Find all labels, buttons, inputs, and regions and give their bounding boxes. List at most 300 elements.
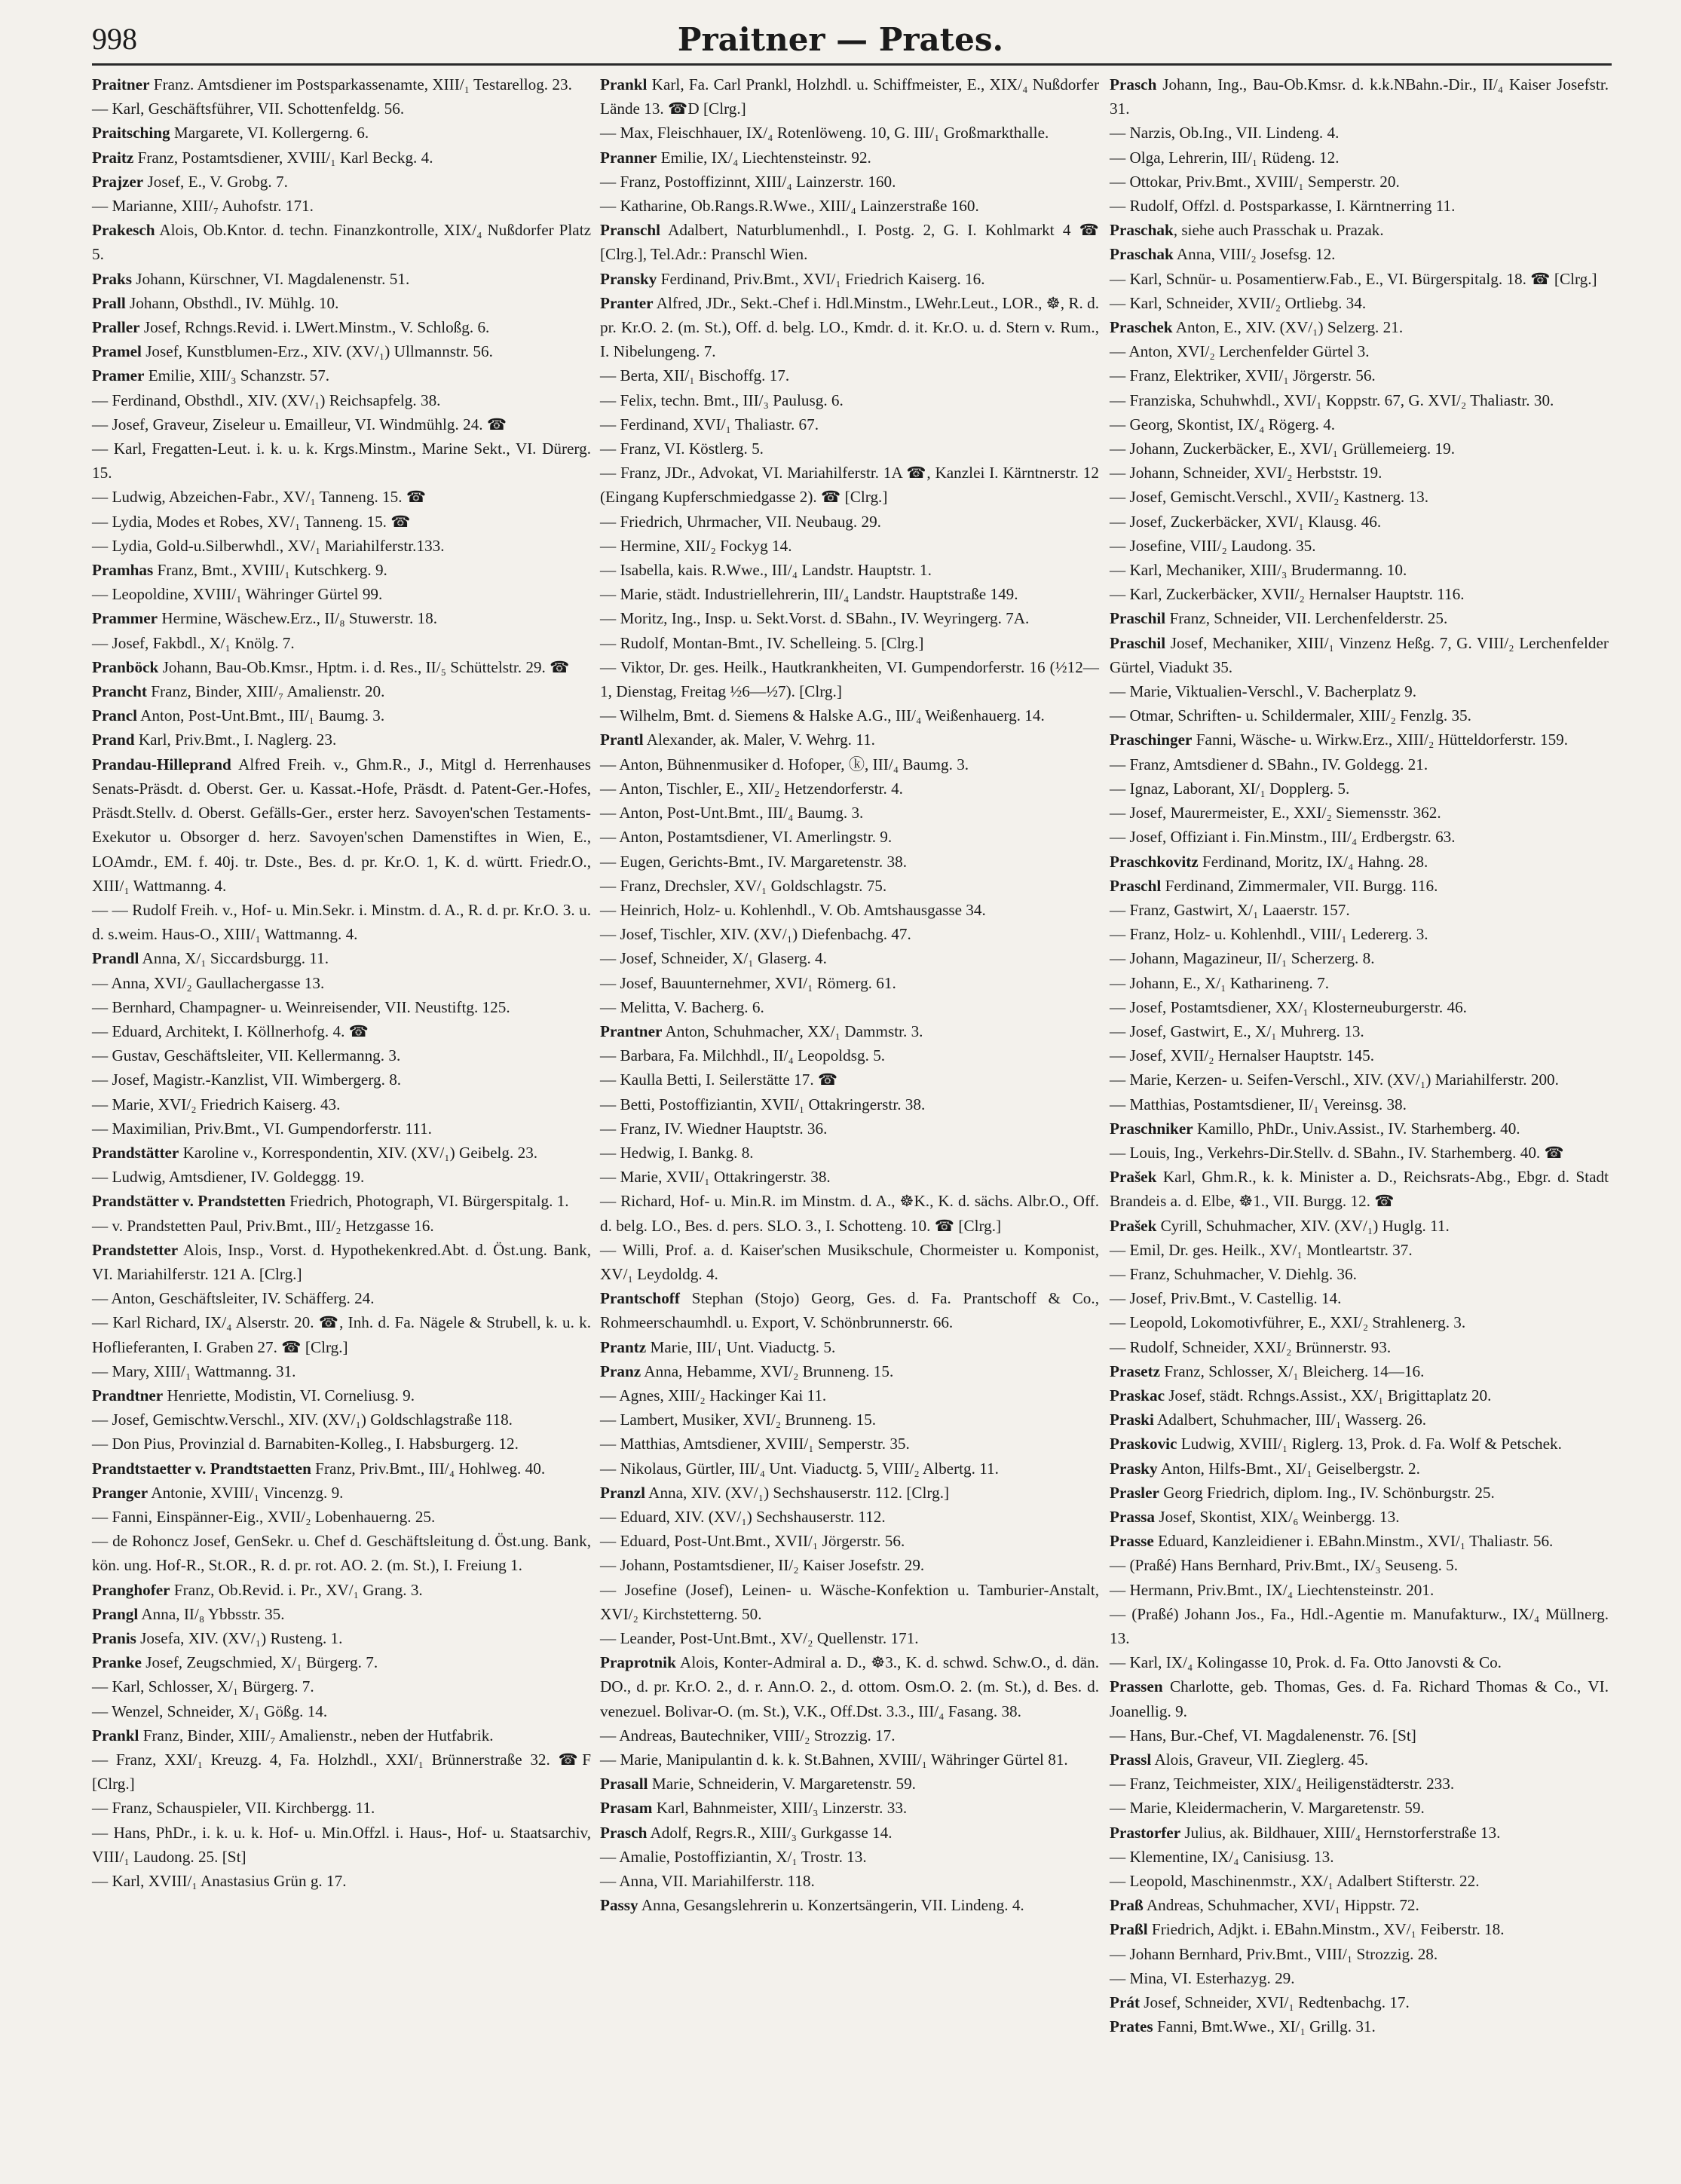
entry-surname: Praprotnik bbox=[600, 1653, 676, 1672]
entry-surname: Prassl bbox=[1110, 1751, 1152, 1769]
entry-details: — Don Pius, Provinzial d. Barnabiten-Kolleg., I. Habsburgerg. 12. bbox=[92, 1435, 519, 1453]
entry-details: — Otmar, Schriften- u. Schildermaler, XIII/₂ Fenzlg. 35. bbox=[1110, 706, 1471, 725]
entry-details: — Hermann, Priv.Bmt., IX/₄ Liechtensteinstr. 201. bbox=[1110, 1580, 1435, 1599]
entry-surname: Praitner bbox=[92, 75, 150, 93]
entry-details: — Marie, XVII/₁ Ottakringerstr. 38. bbox=[600, 1168, 831, 1187]
entry-details: — Josef, Gastwirt, E., X/₁ Muhrerg. 13. bbox=[1110, 1022, 1364, 1040]
directory-entry bbox=[92, 1481, 591, 1505]
entry-surname: Prandstätter bbox=[92, 1143, 179, 1162]
entry-details: Georg Friedrich, diplom. Ing., IV. Schönburgstr. 25. bbox=[1159, 1483, 1495, 1502]
entry-details: Franz, Ob.Revid. i. Pr., XV/₁ Grang. 3. bbox=[170, 1580, 423, 1599]
directory-entry bbox=[600, 1748, 1099, 1772]
entry-surname: Pranter bbox=[600, 293, 654, 312]
directory-entry bbox=[600, 1650, 1099, 1723]
entry-details: — Klementine, IX/₄ Canisiusg. 13. bbox=[1110, 1847, 1334, 1866]
entry-details: — Leopoldine, XVIII/₁ Währinger Gürtel 99. bbox=[92, 585, 383, 604]
entry-details: Ferdinand, Priv.Bmt., XVI/₁ Friedrich Kaiserg. 16. bbox=[657, 269, 985, 288]
entry-details: — Matthias, Amtsdiener, XVIII/₁ Semperstr. 35. bbox=[600, 1435, 910, 1453]
entry-surname: Pranke bbox=[92, 1653, 142, 1672]
entry-surname: Pranz bbox=[600, 1362, 641, 1380]
entry-details: — Johann, Postamtsdiener, II/₂ Kaiser Josefstr. 29. bbox=[600, 1556, 925, 1575]
entry-details: Johann, Obsthdl., IV. Mühlg. 10. bbox=[125, 293, 339, 312]
directory-entry bbox=[92, 315, 591, 339]
directory-entry bbox=[92, 1796, 591, 1820]
entry-details: — Eduard, Post-Unt.Bmt., XVII/₁ Jörgerstr. 56. bbox=[600, 1532, 905, 1551]
directory-entry bbox=[92, 121, 591, 145]
directory-entry bbox=[1110, 703, 1609, 727]
entry-details: — Franz, Amtsdiener d. SBahn., IV. Goldegg. 21. bbox=[1110, 755, 1428, 773]
column-2 bbox=[600, 72, 1099, 1917]
entry-surname: Prašek bbox=[1110, 1216, 1157, 1235]
entry-details: — Betti, Postoffiziantin, XVII/₁ Ottakringerstr. 38. bbox=[600, 1095, 926, 1113]
directory-entry bbox=[92, 1529, 591, 1577]
entry-details: — Franz, Gastwirt, X/₁ Laaerstr. 157. bbox=[1110, 900, 1350, 919]
directory-entry bbox=[1110, 874, 1609, 898]
directory-entry bbox=[600, 995, 1099, 1019]
entry-details: Ludwig, XVIII/₁ Riglerg. 13, Prok. d. Fa. Wolf & Petschek. bbox=[1177, 1435, 1562, 1453]
entry-details: Johann, Kürschner, VI. Magdalenenstr. 51. bbox=[131, 269, 410, 288]
entry-details: Ferdinand, Zimmermaler, VII. Burgg. 116. bbox=[1161, 876, 1438, 895]
directory-entry bbox=[1110, 1457, 1609, 1481]
entry-surname: Prangl bbox=[92, 1604, 139, 1623]
entry-details: Cyrill, Schuhmacher, XIV. (XV/₁) Huglg. 11. bbox=[1156, 1216, 1450, 1235]
directory-entry bbox=[600, 510, 1099, 534]
entry-details: — Johann, Schneider, XVI/₂ Herbststr. 19. bbox=[1110, 464, 1382, 482]
directory-entry bbox=[92, 558, 591, 582]
entry-details: — Eduard, XIV. (XV/₁) Sechshauserstr. 112. bbox=[600, 1507, 886, 1526]
directory-entry bbox=[92, 1019, 591, 1043]
entry-details: — Josef, Graveur, Ziseleur u. Emailleur, VI. Windmühlg. 24. ☎ bbox=[92, 415, 507, 433]
directory-entry bbox=[600, 1238, 1099, 1286]
directory-entry bbox=[1110, 1578, 1609, 1602]
directory-entry bbox=[600, 1189, 1099, 1237]
entry-details: Ferdinand, Moritz, IX/₄ Hahng. 28. bbox=[1198, 852, 1428, 871]
entry-details: — Marie, Manipulantin d. k. k. St.Bahnen, XVIII/₁ Währinger Gürtel 81. bbox=[600, 1751, 1068, 1769]
entry-details: — Marie, Kleidermacherin, V. Margaretenstr. 59. bbox=[1110, 1799, 1425, 1818]
directory-entry bbox=[92, 631, 591, 655]
entry-details: — Franz, XXI/₁ Kreuzg. 4, Fa. Holzhdl., XXI/₁ Brünnerstraße 32. ☎F [Clrg.] bbox=[92, 1751, 591, 1793]
directory-entry bbox=[92, 1238, 591, 1286]
directory-entry bbox=[600, 145, 1099, 170]
entry-details: — Josef, Postamtsdiener, XX/₁ Klosterneuburgerstr. 46. bbox=[1110, 997, 1467, 1016]
directory-entry bbox=[92, 291, 591, 315]
directory-entry bbox=[1110, 1674, 1609, 1723]
directory-entry bbox=[1110, 242, 1609, 266]
directory-entry bbox=[92, 1699, 591, 1723]
entry-details: — Franz, IV. Wiedner Hauptstr. 36. bbox=[600, 1119, 828, 1138]
entry-surname: Pramer bbox=[92, 366, 145, 385]
entry-details: — Eduard, Architekt, I. Köllnerhofg. 4. ☎ bbox=[92, 1022, 369, 1040]
directory-entry bbox=[600, 121, 1099, 145]
directory-entry bbox=[600, 1553, 1099, 1577]
entry-details: Alexander, ak. Maler, V. Wehrg. 11. bbox=[643, 731, 875, 749]
entry-details: Franz, Bmt., XVIII/₁ Kutschkerg. 9. bbox=[153, 561, 387, 580]
entry-details: — Friedrich, Uhrmacher, VII. Neubaug. 29. bbox=[600, 512, 881, 531]
directory-entry bbox=[92, 1723, 591, 1748]
entry-details: Franz, Binder, XIII/₇ Amalienstr., neben der Hutfabrik. bbox=[139, 1726, 494, 1744]
entry-details: Franz, Binder, XIII/₇ Amalienstr. 20. bbox=[146, 682, 385, 701]
directory-entry bbox=[92, 363, 591, 387]
directory-entry bbox=[92, 267, 591, 291]
directory-entry bbox=[1110, 1481, 1609, 1505]
entry-details: — Wenzel, Schneider, X/₁ Gößg. 14. bbox=[92, 1702, 328, 1720]
entry-surname: Prantner bbox=[600, 1022, 663, 1040]
directory-entry bbox=[600, 1772, 1099, 1796]
directory-entry bbox=[600, 1796, 1099, 1820]
entry-surname: Praitz bbox=[92, 148, 134, 167]
directory-entry bbox=[92, 412, 591, 436]
directory-entry bbox=[1110, 582, 1609, 606]
directory-entry bbox=[92, 534, 591, 558]
entry-details: — Karl, Fregatten-Leut. i. k. u. k. Krgs.Minstm., Marine Sekt., VI. Dürerg. 15. bbox=[92, 440, 591, 482]
directory-entry bbox=[600, 1165, 1099, 1189]
directory-entry bbox=[92, 485, 591, 509]
entry-details: — Hedwig, I. Bankg. 8. bbox=[600, 1143, 754, 1162]
directory-entry bbox=[92, 703, 591, 727]
directory-entry bbox=[1110, 1869, 1609, 1893]
entry-surname: Praitsching bbox=[92, 124, 170, 142]
entry-surname: Prasse bbox=[1110, 1532, 1154, 1551]
entry-details: — Karl, Schnür- u. Posamentierw.Fab., E., VI. Bürgerspitalg. 18. ☎ [Clrg.] bbox=[1110, 269, 1597, 288]
entry-surname: Praschinger bbox=[1110, 731, 1193, 749]
entry-details: Fanni, Wäsche- u. Wirkw.Erz., XIII/₂ Hütteldorferstr. 159. bbox=[1192, 731, 1569, 749]
directory-entry bbox=[1110, 898, 1609, 922]
directory-entry bbox=[1110, 679, 1609, 703]
directory-entry bbox=[1110, 922, 1609, 946]
directory-entry bbox=[1110, 1310, 1609, 1334]
entry-details: — Marie, städt. Industriellehrerin, III/₄ Landstr. Hauptstraße 149. bbox=[600, 585, 1018, 604]
directory-entry bbox=[92, 436, 591, 485]
directory-entry bbox=[600, 412, 1099, 436]
entry-details: — Ferdinand, Obsthdl., XIV. (XV/₁) Reichsapfelg. 38. bbox=[92, 391, 441, 409]
directory-entry bbox=[600, 1286, 1099, 1334]
directory-entry bbox=[600, 218, 1099, 266]
entry-details: Anna, Hebamme, XVI/₂ Brunneng. 15. bbox=[641, 1362, 894, 1380]
directory-entry bbox=[600, 1626, 1099, 1650]
entry-details: Anton, Schuhmacher, XX/₁ Dammstr. 3. bbox=[662, 1022, 923, 1040]
entry-details: Josef, Skontist, XIX/₆ Weinbergg. 13. bbox=[1155, 1507, 1400, 1526]
entry-details: — Josef, Bauunternehmer, XVI/₁ Römerg. 61. bbox=[600, 973, 896, 992]
directory-entry bbox=[600, 946, 1099, 970]
entry-details: — Josef, Tischler, XIV. (XV/₁) Diefenbachg. 47. bbox=[600, 925, 911, 944]
directory-entry bbox=[1110, 194, 1609, 218]
entry-details: Emilie, IX/₄ Liechtensteinstr. 92. bbox=[657, 148, 871, 167]
directory-entry bbox=[600, 1893, 1099, 1917]
entry-details: — Josef, Zuckerbäcker, XVI/₁ Klausg. 46. bbox=[1110, 512, 1382, 531]
directory-entry bbox=[92, 1821, 591, 1869]
entry-details: — Georg, Skontist, IX/₄ Rögerg. 4. bbox=[1110, 415, 1336, 433]
entry-details: — Johann, Zuckerbäcker, E., XVI/₁ Grüllemeierg. 19. bbox=[1110, 440, 1456, 458]
entry-surname: Pranböck bbox=[92, 657, 159, 676]
entry-details: — Ferdinand, XVI/₁ Thaliastr. 67. bbox=[600, 415, 819, 433]
entry-details: — Emil, Dr. ges. Heilk., XV/₁ Montleartstr. 37. bbox=[1110, 1240, 1413, 1259]
directory-entry bbox=[92, 1310, 591, 1358]
entry-details: Anna, Gesangslehrerin u. Konzertsängerin, VII. Lindeng. 4. bbox=[638, 1896, 1024, 1915]
directory-entry bbox=[600, 1529, 1099, 1553]
entry-surname: Prastorfer bbox=[1110, 1823, 1181, 1842]
directory-entry bbox=[92, 898, 591, 946]
entry-surname: Prantz bbox=[600, 1337, 647, 1356]
directory-entry bbox=[1110, 1553, 1609, 1577]
entry-surname: Pransky bbox=[600, 269, 657, 288]
directory-entry bbox=[92, 606, 591, 630]
entry-details: Franz, Postamtsdiener, XVIII/₁ Karl Beckg. 4. bbox=[133, 148, 433, 167]
entry-surname: Prasetz bbox=[1110, 1362, 1161, 1380]
entry-details: — Franz, JDr., Advokat, VI. Mariahilferstr. 1A ☎, Kanzlei I. Kärntnerstr. 12 (Eingang Kupferschmiedgasse 2). ☎ [Clrg.] bbox=[600, 464, 1099, 507]
page-number: 998 bbox=[92, 22, 137, 56]
entry-details: — Anton, XVI/₂ Lerchenfelder Gürtel 3. bbox=[1110, 342, 1370, 361]
directory-entry bbox=[92, 1650, 591, 1674]
entry-details: — Lambert, Musiker, XVI/₂ Brunneng. 15. bbox=[600, 1411, 877, 1429]
directory-entry bbox=[1110, 1019, 1609, 1043]
directory-entry bbox=[1110, 1043, 1609, 1067]
entry-surname: Praschak bbox=[1110, 221, 1174, 240]
directory-entry bbox=[1110, 1796, 1609, 1820]
directory-entry bbox=[92, 218, 591, 266]
directory-entry bbox=[600, 461, 1099, 509]
entry-details: — Marie, XVI/₂ Friedrich Kaiserg. 43. bbox=[92, 1095, 341, 1113]
directory-entry bbox=[600, 1092, 1099, 1117]
entry-details: Josef, Kunstblumen-Erz., XIV. (XV/₁) Ullmannstr. 56. bbox=[141, 342, 493, 361]
directory-entry bbox=[600, 582, 1099, 606]
entry-surname: Prasall bbox=[600, 1775, 648, 1793]
entry-surname: Prancl bbox=[92, 706, 138, 725]
entry-details: — Ludwig, Amtsdiener, IV. Goldeggg. 19. bbox=[92, 1168, 365, 1187]
directory-entry bbox=[92, 1189, 591, 1213]
entry-surname: Prandtner bbox=[92, 1386, 164, 1404]
directory-entry bbox=[92, 1432, 591, 1456]
directory-entry bbox=[1110, 1893, 1609, 1917]
entry-details: Andreas, Schuhmacher, XVI/₁ Hippstr. 72. bbox=[1143, 1896, 1419, 1915]
directory-entry bbox=[1110, 1821, 1609, 1845]
directory-entry bbox=[600, 1043, 1099, 1067]
entry-details: Anna, X/₁ Siccardsburgg. 11. bbox=[139, 949, 329, 968]
directory-entry bbox=[1110, 1286, 1609, 1310]
directory-entry bbox=[600, 1821, 1099, 1845]
directory-entry bbox=[92, 1214, 591, 1238]
entry-details: Josef, Mechaniker, XIII/₁ Vinzenz Heßg. 7, G. VIII/₂ Lerchenfelder Gürtel, Viadukt 35. bbox=[1110, 633, 1609, 676]
entry-details: — Franz, VI. Köstlerg. 5. bbox=[600, 440, 764, 458]
directory-entry bbox=[92, 655, 591, 679]
entry-details: — Anton, Geschäftsleiter, IV. Schäfferg. 24. bbox=[92, 1289, 375, 1308]
entry-details: — Josef, Offiziant i. Fin.Minstm., III/₄ Erdbergstr. 63. bbox=[1110, 828, 1456, 847]
directory-entry bbox=[92, 752, 591, 898]
entry-details: — Franz, Teichmeister, XIX/₄ Heiligenstädterstr. 233. bbox=[1110, 1775, 1455, 1793]
directory-entry bbox=[1110, 558, 1609, 582]
entry-details: — Max, Fleischhauer, IX/₄ Rotenlöweng. 10, G. III/₁ Großmarkthalle. bbox=[600, 124, 1049, 142]
entry-details: Franz. Amtsdiener im Postsparkassenamte, XIII/₁ Testarellog. 23. bbox=[149, 75, 572, 93]
entry-surname: Passy bbox=[600, 1896, 638, 1915]
entry-surname: Prasch bbox=[600, 1823, 648, 1842]
entry-surname: Prantl bbox=[600, 731, 644, 749]
entry-details: — Moritz, Ing., Insp. u. Sekt.Vorst. d. SBahn., IV. Weyringerg. 7A. bbox=[600, 609, 1030, 628]
entry-details: — Isabella, kais. R.Wwe., III/₄ Landstr. Hauptstr. 1. bbox=[600, 561, 932, 580]
entry-surname: Praskac bbox=[1110, 1386, 1165, 1404]
entry-surname: Prantschoff bbox=[600, 1289, 680, 1308]
entry-details: — Bernhard, Champagner- u. Weinreisender, VII. Neustiftg. 125. bbox=[92, 997, 510, 1016]
directory-entry bbox=[600, 267, 1099, 291]
entry-details: — Josefine, VIII/₂ Laudong. 35. bbox=[1110, 536, 1316, 555]
entry-details: — Josef, Priv.Bmt., V. Castellig. 14. bbox=[1110, 1289, 1342, 1308]
directory-entry bbox=[92, 1383, 591, 1408]
directory-entry bbox=[92, 1141, 591, 1165]
entry-details: — Anton, Post-Unt.Bmt., III/₄ Baumg. 3. bbox=[600, 804, 864, 822]
entry-details: — Franz, Postoffizinnt, XIII/₄ Lainzerstr. 160. bbox=[600, 172, 896, 191]
directory-entry bbox=[1110, 1359, 1609, 1383]
entry-details: — Josef, XVII/₂ Hernalser Hauptstr. 145. bbox=[1110, 1046, 1375, 1065]
entry-details: — Franz, Schuhmacher, V. Diehlg. 36. bbox=[1110, 1264, 1357, 1283]
directory-entry bbox=[600, 1505, 1099, 1529]
directory-entry bbox=[92, 1457, 591, 1481]
entry-surname: Prašek bbox=[1110, 1168, 1157, 1187]
entry-surname: Pranschl bbox=[600, 221, 661, 240]
entry-details: — Josef, Gemischt.Verschl., XVII/₂ Kastnerg. 13. bbox=[1110, 488, 1429, 507]
entry-details: Fanni, Bmt.Wwe., XI/₁ Grillg. 31. bbox=[1153, 2017, 1376, 2036]
entry-details: — Franz, Elektriker, XVII/₁ Jörgerstr. 56. bbox=[1110, 366, 1376, 385]
directory-entry bbox=[600, 1578, 1099, 1626]
entry-details: — Lydia, Modes et Robes, XV/₁ Tanneng. 15. ☎ bbox=[92, 512, 411, 531]
entry-details: — Richard, Hof- u. Min.R. im Minstm. d. A., ☸K., K. d. sächs. Albr.O., Off. d. belg. LO., Bes. d. pers. SLO. 3., I. Schotteng. 10. ☎ [Clrg.] bbox=[600, 1192, 1099, 1235]
entry-details: — Anna, XVI/₂ Gaullachergasse 13. bbox=[92, 973, 325, 992]
directory-entry bbox=[600, 1408, 1099, 1432]
entry-details: — Josef, Fakbdl., X/₁ Knölg. 7. bbox=[92, 633, 295, 652]
directory-entry bbox=[1110, 946, 1609, 970]
entry-details: — Viktor, Dr. ges. Heilk., Hautkrankheiten, VI. Gumpendorferstr. 16 (½12—1, Dienstag, Freitag ½6—½7). [Clrg.] bbox=[600, 657, 1099, 701]
directory-entry bbox=[600, 752, 1099, 776]
directory-entry bbox=[1110, 1650, 1609, 1674]
running-head: Praitner — Prates. bbox=[677, 21, 1004, 58]
entry-surname: Prandtstaetter v. Prandtstaetten bbox=[92, 1459, 311, 1478]
entry-details: — Josef, Magistr.-Kanzlist, VII. Wimbergerg. 8. bbox=[92, 1071, 402, 1089]
entry-details: Franz, Priv.Bmt., III/₄ Hohlweg. 40. bbox=[311, 1459, 546, 1478]
directory-entry bbox=[600, 655, 1099, 703]
directory-entry bbox=[1110, 145, 1609, 170]
entry-surname: Prandstetter bbox=[92, 1240, 179, 1259]
entry-surname: Praß bbox=[1110, 1896, 1144, 1915]
directory-entry bbox=[92, 1602, 591, 1626]
header-rule bbox=[92, 63, 1612, 66]
directory-entry bbox=[1110, 631, 1609, 679]
entry-surname: Praschniker bbox=[1110, 1119, 1193, 1138]
entry-details: Henriette, Modistin, VI. Corneliusg. 9. bbox=[163, 1386, 415, 1404]
directory-entry bbox=[92, 388, 591, 412]
entry-details: — Marianne, XIII/₇ Auhofstr. 171. bbox=[92, 197, 314, 216]
directory-entry bbox=[600, 898, 1099, 922]
entry-details: — Berta, XII/₁ Bischoffg. 17. bbox=[600, 366, 790, 385]
directory-entry bbox=[1110, 1917, 1609, 1941]
entry-details: — Ignaz, Laborant, XI/₁ Dopplerg. 5. bbox=[1110, 779, 1350, 798]
directory-entry bbox=[92, 1165, 591, 1189]
directory-entry bbox=[1110, 1335, 1609, 1359]
directory-entry bbox=[1110, 727, 1609, 752]
entry-details: Johann, Ing., Bau-Ob.Kmsr. d. k.k.NBahn.-Dir., II/₄ Kaiser Josefstr. 31. bbox=[1110, 75, 1609, 118]
entry-details: Karl, Ghm.R., k. k. Minister a. D., Reichsrats-Abg., Ebgr. d. Stadt Brandeis a. d. Elbe, ☸1., VII. Burgg. 12. ☎ bbox=[1110, 1168, 1609, 1211]
entry-details: Julius, ak. Bildhauer, XIII/₄ Hernstorferstraße 13. bbox=[1180, 1823, 1501, 1842]
directory-entry bbox=[1110, 1214, 1609, 1238]
directory-entry bbox=[1110, 436, 1609, 461]
entry-details: — Kaulla Betti, I. Seilerstätte 17. ☎ bbox=[600, 1071, 838, 1089]
entry-details: Karl, Bahnmeister, XIII/₃ Linzerstr. 33. bbox=[652, 1799, 908, 1818]
entry-details: Johann, Bau-Ob.Kmsr., Hptm. i. d. Res., II/₅ Schüttelstr. 29. ☎ bbox=[158, 657, 570, 676]
entry-details: — Josef, Maurermeister, E., XXI/₂ Siemensstr. 362. bbox=[1110, 804, 1441, 822]
entry-details: — — Rudolf Freih. v., Hof- u. Min.Sekr. i. Minstm. d. A., R. d. pr. Kr.O. 3. u. d. s.weim. Haus-O., XIII/₁ Wattmanng. 4. bbox=[92, 900, 591, 944]
directory-entry bbox=[600, 1723, 1099, 1748]
entry-details: Adalbert, Naturblumenhdl., I. Postg. 2, G. I. Kohlmarkt 4 ☎ [Clrg.], Tel.Adr.: Pranschl Wien. bbox=[600, 221, 1099, 264]
directory-entry bbox=[1110, 1262, 1609, 1286]
directory-entry bbox=[92, 1748, 591, 1796]
entry-details: Anton, Hilfs-Bmt., XI/₁ Geiselbergstr. 2. bbox=[1157, 1459, 1420, 1478]
directory-entry bbox=[1110, 850, 1609, 874]
entry-surname: Praks bbox=[92, 269, 132, 288]
directory-entry bbox=[1110, 971, 1609, 995]
directory-entry bbox=[1110, 461, 1609, 485]
entry-surname: Praßl bbox=[1110, 1920, 1148, 1939]
directory-entry bbox=[600, 776, 1099, 801]
directory-entry bbox=[600, 436, 1099, 461]
entry-surname: Praschil bbox=[1110, 633, 1166, 652]
entry-details: Alfred Freih. v., Ghm.R., J., Mitgl d. Herrenhauses Senats-Präsdt. d. Oberst. Ger. u. Kassat.-Hofe, Präsdt. d. Patent-Ger.-Hofes, Präsdt.Stellv. d. Oberst. Gefälls-Ger., erster herz. Savoyen'schen Testaments-Exekutor u. Obsorger d. herz. Savoyen'schen Damenstiftes in Wien, E., LOAmdr., EM. f. 40j. tr. Dste., Bes. d. pr. Kr.O. 1, K. d. württ. Friedr.O., XIII/₁ Wattmanng. 4. bbox=[92, 755, 591, 895]
entry-details: — (Praßé) Hans Bernhard, Priv.Bmt., IX/₃ Seuseng. 5. bbox=[1110, 1556, 1459, 1575]
directory-entry bbox=[600, 825, 1099, 849]
entry-details: — Fanni, Einspänner-Eig., XVII/₂ Lobenhauerng. 25. bbox=[92, 1507, 436, 1526]
entry-surname: Prankl bbox=[600, 75, 648, 93]
directory-entry bbox=[1110, 388, 1609, 412]
directory-entry bbox=[92, 339, 591, 363]
entry-details: — Franz, Drechsler, XV/₁ Goldschlagstr. 75. bbox=[600, 876, 887, 895]
entry-details: Karl, Fa. Carl Prankl, Holzhdl. u. Schiffmeister, E., XIX/₄ Nußdorfer Lände 13. ☎D [Clrg.] bbox=[600, 75, 1099, 118]
entry-details: — Melitta, V. Bacherg. 6. bbox=[600, 997, 764, 1016]
entry-details: Charlotte, geb. Thomas, Ges. d. Fa. Richard Thomas & Co., VI. Joanellig. 9. bbox=[1110, 1677, 1609, 1720]
directory-entry bbox=[92, 1043, 591, 1067]
directory-entry bbox=[1110, 606, 1609, 630]
entry-details: Alois, Konter-Admiral a. D., ☸3., K. d. schwd. Schw.O., d. dän. DO., d. pr. Kr.O. 2., d. r. Ann.O. 2., d. ottom. Osm.O. 2. (m. St.), d. Bes. d. venezuel. Bolivar-O. (m. St.), V.K., Off.Dst. 3.3., III/₄ Fasang. 38. bbox=[600, 1653, 1099, 1720]
directory-entry bbox=[600, 558, 1099, 582]
directory-entry bbox=[1110, 1432, 1609, 1456]
directory-entry bbox=[92, 1505, 591, 1529]
entry-surname: Prakesch bbox=[92, 221, 155, 240]
directory-entry bbox=[1110, 1238, 1609, 1262]
directory-entry bbox=[92, 1286, 591, 1310]
directory-entry bbox=[600, 922, 1099, 946]
entry-details: — Johann, E., X/₁ Katharineng. 7. bbox=[1110, 973, 1330, 992]
entry-details: Alois, Insp., Vorst. d. Hypothekenkred.Abt. d. Öst.ung. Bank, VI. Mariahilferstr. 121 A. [Clrg.] bbox=[92, 1240, 591, 1283]
directory-entry bbox=[1110, 1117, 1609, 1141]
entry-surname: Prassen bbox=[1110, 1677, 1163, 1696]
entry-surname: Prandau-Hilleprand bbox=[92, 755, 231, 773]
entry-details: — Rudolf, Offzl. d. Postsparkasse, I. Kärntnerring 11. bbox=[1110, 197, 1456, 216]
directory-entry bbox=[1110, 339, 1609, 363]
entry-details: Franz, Schneider, VII. Lerchenfelderstr. 25. bbox=[1165, 609, 1448, 628]
entry-surname: Pranis bbox=[92, 1629, 136, 1647]
column-3 bbox=[1110, 72, 1609, 2039]
directory-entry bbox=[92, 946, 591, 970]
entry-details: — Anna, VII. Mariahilferstr. 118. bbox=[600, 1872, 815, 1891]
directory-entry bbox=[600, 72, 1099, 121]
entry-details: — Lydia, Gold-u.Silberwhdl., XV/₁ Mariahilferstr.133. bbox=[92, 536, 445, 555]
entry-details: Adalbert, Schuhmacher, III/₁ Wasserg. 26. bbox=[1153, 1411, 1427, 1429]
entry-details: Anna, VIII/₂ Josefsg. 12. bbox=[1173, 245, 1336, 264]
directory-entry bbox=[1110, 1092, 1609, 1117]
entry-details: — Karl Richard, IX/₄ Alserstr. 20. ☎, Inh. d. Fa. Nägele & Strubell, k. u. k. Hoflieferanten, I. Graben 27. ☎ [Clrg.] bbox=[92, 1313, 591, 1356]
entry-details: Marie, Schneiderin, V. Margaretenstr. 59. bbox=[648, 1775, 916, 1793]
entry-surname: Prasch bbox=[1110, 75, 1157, 93]
entry-details: — Rudolf, Schneider, XXI/₂ Brünnerstr. 93. bbox=[1110, 1337, 1392, 1356]
entry-surname: Praschak bbox=[1110, 245, 1174, 264]
directory-entry bbox=[92, 1578, 591, 1602]
directory-entry bbox=[1110, 776, 1609, 801]
entry-details: — Ottokar, Priv.Bmt., XVIII/₁ Semperstr. 20. bbox=[1110, 172, 1400, 191]
directory-entry bbox=[600, 1335, 1099, 1359]
